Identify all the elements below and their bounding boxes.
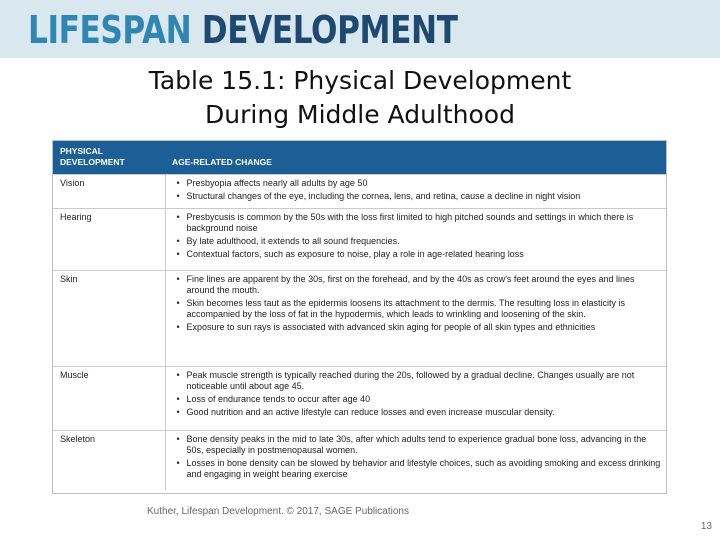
row-category: Skeleton xyxy=(53,430,165,490)
row-category: Muscle xyxy=(53,366,165,430)
banner-word-lifespan: LIFESPAN xyxy=(28,8,192,52)
slide-title-line2: During Middle Adulthood xyxy=(205,100,515,129)
table-row xyxy=(53,174,666,208)
bullet-item: • Presbycusis is common by the 50s with the loss first limited to high pitched sounds and settings in which there is background noise xyxy=(173,212,663,236)
bullet-item: • Structural changes of the eye, including the cornea, lens, and retina, cause a decline in night vision xyxy=(173,191,663,204)
row-changes xyxy=(165,208,666,270)
row-changes xyxy=(165,366,666,430)
table-row xyxy=(53,208,666,270)
row-category: Hearing xyxy=(53,208,165,270)
bullet-item: • Presbyopia affects nearly all adults by age 50 xyxy=(173,178,663,191)
bullet-item: • Bone density peaks in the mid to late 30s, after which adults tend to experience gradual bone loss, advancing in the 50s, especially in postmenopausal women. xyxy=(173,434,663,458)
bullet-item: • Exposure to sun rays is associated with advanced skin aging for people of all skin types and ethnicities xyxy=(173,322,663,335)
physical-development-table xyxy=(52,140,667,494)
banner-logo-text xyxy=(28,8,458,52)
bullet-item: • Losses in bone density can be slowed by behavior and lifestyle choices, such as avoiding smoking and excess drinking and engaging in weight bearing exercise xyxy=(173,458,663,482)
banner-word-development: DEVELOPMENT xyxy=(201,8,458,52)
bullet-item: • Loss of endurance tends to occur after age 40 xyxy=(173,394,663,407)
header-banner xyxy=(0,0,720,58)
bullet-item: • Fine lines are apparent by the 30s, first on the forehead, and by the 40s as crow's feet around the eyes and lines around the mouth. xyxy=(173,274,663,298)
bullet-item: • Good nutrition and an active lifestyle can reduce losses and even increase muscular density. xyxy=(173,407,663,420)
header-age-related-change: AGE-RELATED CHANGE xyxy=(172,157,272,167)
row-changes xyxy=(165,270,666,366)
page-number: 13 xyxy=(700,521,712,532)
row-changes xyxy=(165,174,666,208)
slide-title xyxy=(0,64,720,132)
table-row xyxy=(53,430,666,490)
table-row xyxy=(53,270,666,366)
bullet-item: • Skin becomes less taut as the epidermis loosens its attachment to the dermis. The resulting loss in elasticity is accompanied by the loss of fat in the hypodermis, which leads to wrinkling and loosening of the skin. xyxy=(173,298,663,322)
slide-title-line1: Table 15.1: Physical Development xyxy=(148,66,572,95)
bullet-item: • Peak muscle strength is typically reached during the 20s, followed by a gradual decline. Changes usually are not noticeable until about age 45. xyxy=(173,370,663,394)
bullet-item: • By late adulthood, it extends to all sound frequencies. xyxy=(173,236,663,249)
row-category: Vision xyxy=(53,174,165,208)
row-changes xyxy=(165,430,666,490)
header-physical-development xyxy=(53,141,165,174)
header-col1-line2: DEVELOPMENT xyxy=(60,156,125,167)
table-header-row xyxy=(53,141,666,174)
table-row xyxy=(53,366,666,430)
row-category: Skin xyxy=(53,270,165,366)
bullet-item: • Contextual factors, such as exposure to noise, play a role in age-related hearing loss xyxy=(173,249,663,262)
header-col1-line1: PHYSICAL xyxy=(60,146,103,156)
footer-citation: Kuther, Lifespan Development. © 2017, SAGE Publications xyxy=(147,506,409,517)
